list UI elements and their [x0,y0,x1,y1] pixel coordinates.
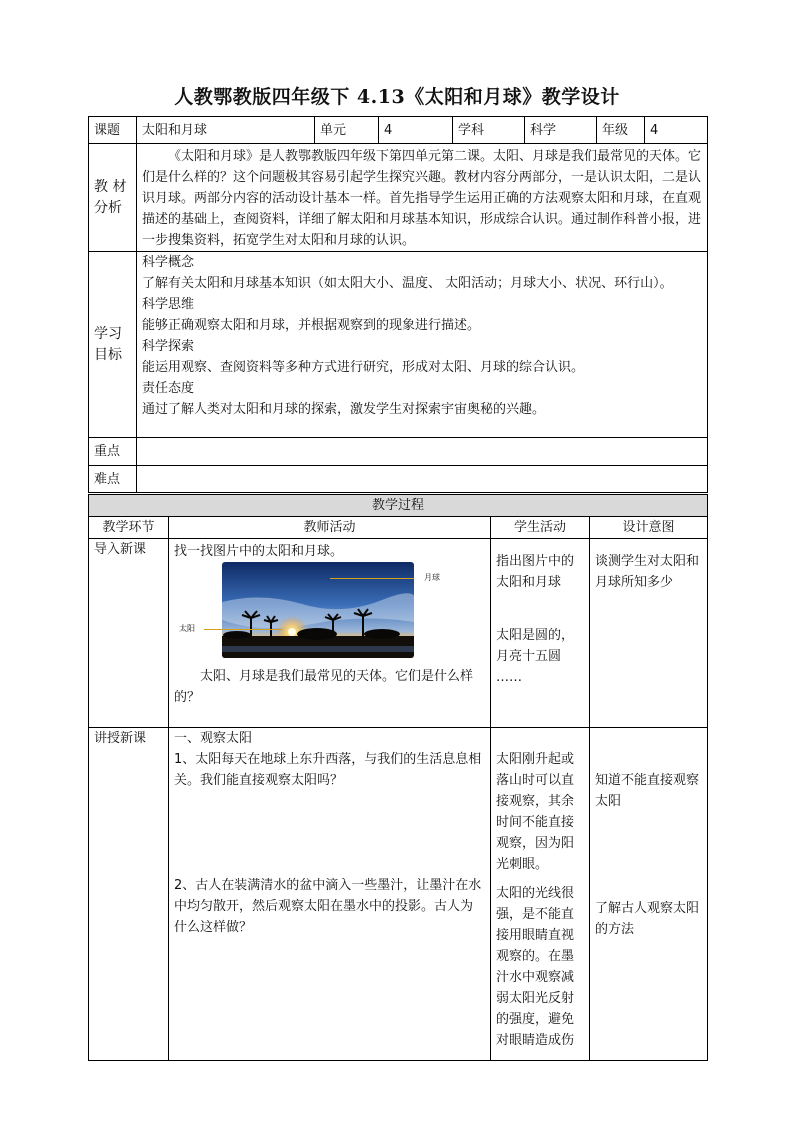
goals-label: 学习 目标 [89,252,137,438]
grade-label: 年级 [597,117,645,144]
intro-intent: 谈测学生对太阳和月球所知多少 [590,539,708,728]
intro-student-cell [491,539,590,728]
subject-label: 学科 [453,117,525,144]
process-title: 教学过程 [89,495,708,517]
intro-teacher-cell [169,539,491,728]
goal-heading: 科学概念 [142,255,195,270]
goal-text: 能运用观察、查阅资料等多种方式进行研究，形成对太阳、月球的综合认识。 [142,360,585,375]
goal-text: 了解有关太阳和月球基本知识（如太阳大小、温度、 太阳活动；月球大小、状况、环行山）。 [142,276,673,291]
goal-text: 通过了解人类对太阳和月球的探索，激发学生对探索宇宙奥秘的兴趣。 [142,402,546,417]
grade-value: 4 [645,117,708,144]
difficulty-value [137,466,708,493]
info-table [88,116,708,493]
lecture-intent: 知道不能直接观察太阳 [595,773,700,809]
sunset-image [222,562,414,658]
lecture-student-answer: 太阳刚升起或落山时可以直接观察，其余时间不能直接观察，因为阳光刺眼。 [496,752,575,872]
lecture-teacher-cell [169,728,491,1061]
goal-heading: 科学探索 [142,339,195,354]
process-table [88,494,708,1061]
sun-label: 太阳 [179,624,195,633]
lecture-teacher-question: 2、古人在装满清水的盆中滴入一些墨汁，让墨汁在水中均匀散开，然后观察太阳在墨水中的投影。古人为什么这样做？ [174,878,482,935]
lecture-stage: 讲授新课 [89,728,169,1061]
analysis-label: 教 材 分析 [89,144,137,252]
analysis-text: 《太阳和月球》是人教鄂教版四年级下第四单元第二课。太阳、月球是我们最常见的天体。它们是什么样的？这个问题极其容易引起学生探究兴趣。教材内容分两部分，一是认识太阳，二是认识月球。两部分内容的活动设计基本一样。首先指导学生运用正确的方法观察太阳和月球，在直观描述的基础上，查阅资料，详细了解太阳和月球基本知识，形成综合认识。通过制作科普小报，进一步搜集资料，拓宽学生对太阳和月球的认识。 [137,144,708,252]
page-title: 人教鄂教版四年级下 4.13《太阳和月球》教学设计 [174,86,620,108]
column-header: 教学环节 [89,517,169,539]
goal-heading: 科学思维 [142,297,195,312]
moon-label: 月球 [424,573,440,582]
lecture-intent: 了解古人观察太阳的方法 [595,901,700,937]
intro-student-answer: 指出图片中的太阳和月球 [496,554,575,590]
moon-pointer-line [330,578,414,579]
intro-teacher-prompt: 找一找图片中的太阳和月球。 [174,544,344,559]
sunset-photo [222,562,414,658]
topic-label: 课题 [89,117,137,144]
lecture-intent-cell [590,728,708,1061]
topic-value: 太阳和月球 [137,117,315,144]
column-header: 设计意图 [590,517,708,539]
unit-value: 4 [379,117,453,144]
subject-value: 科学 [525,117,597,144]
intro-teacher-question: 太阳、月球是我们最常见的天体。它们是什么样的？ [174,669,474,705]
lecture-teacher-question: 1、太阳每天在地球上东升西落，与我们的生活息息相关。我们能直接观察太阳吗？ [174,752,482,788]
lecture-heading: 一、观察太阳 [174,731,253,746]
intro-student-answer: 太阳是圆的，月亮十五圆 [496,628,575,664]
difficulty-label: 难点 [89,466,137,493]
intro-stage: 导入新课 [89,539,169,728]
key-point-value [137,438,708,466]
unit-label: 单元 [315,117,379,144]
sun-pointer-line [204,629,282,630]
goals-content [137,252,708,438]
goal-heading: 责任态度 [142,381,195,396]
column-header: 学生活动 [491,517,590,539]
goal-text: 能够正确观察太阳和月球，并根据观察到的现象进行描述。 [142,318,481,333]
column-header: 教师活动 [169,517,491,539]
sunset-figure [174,562,485,666]
key-point-label: 重点 [89,438,137,466]
lecture-student-answer: 太阳的光线很强，是不能直接用眼睛直视观察的。在墨汁水中观察减弱太阳光反射的强度，避免对眼睛造成伤 [496,886,575,1048]
lecture-student-cell [491,728,590,1061]
intro-student-answer: …… [496,670,522,685]
